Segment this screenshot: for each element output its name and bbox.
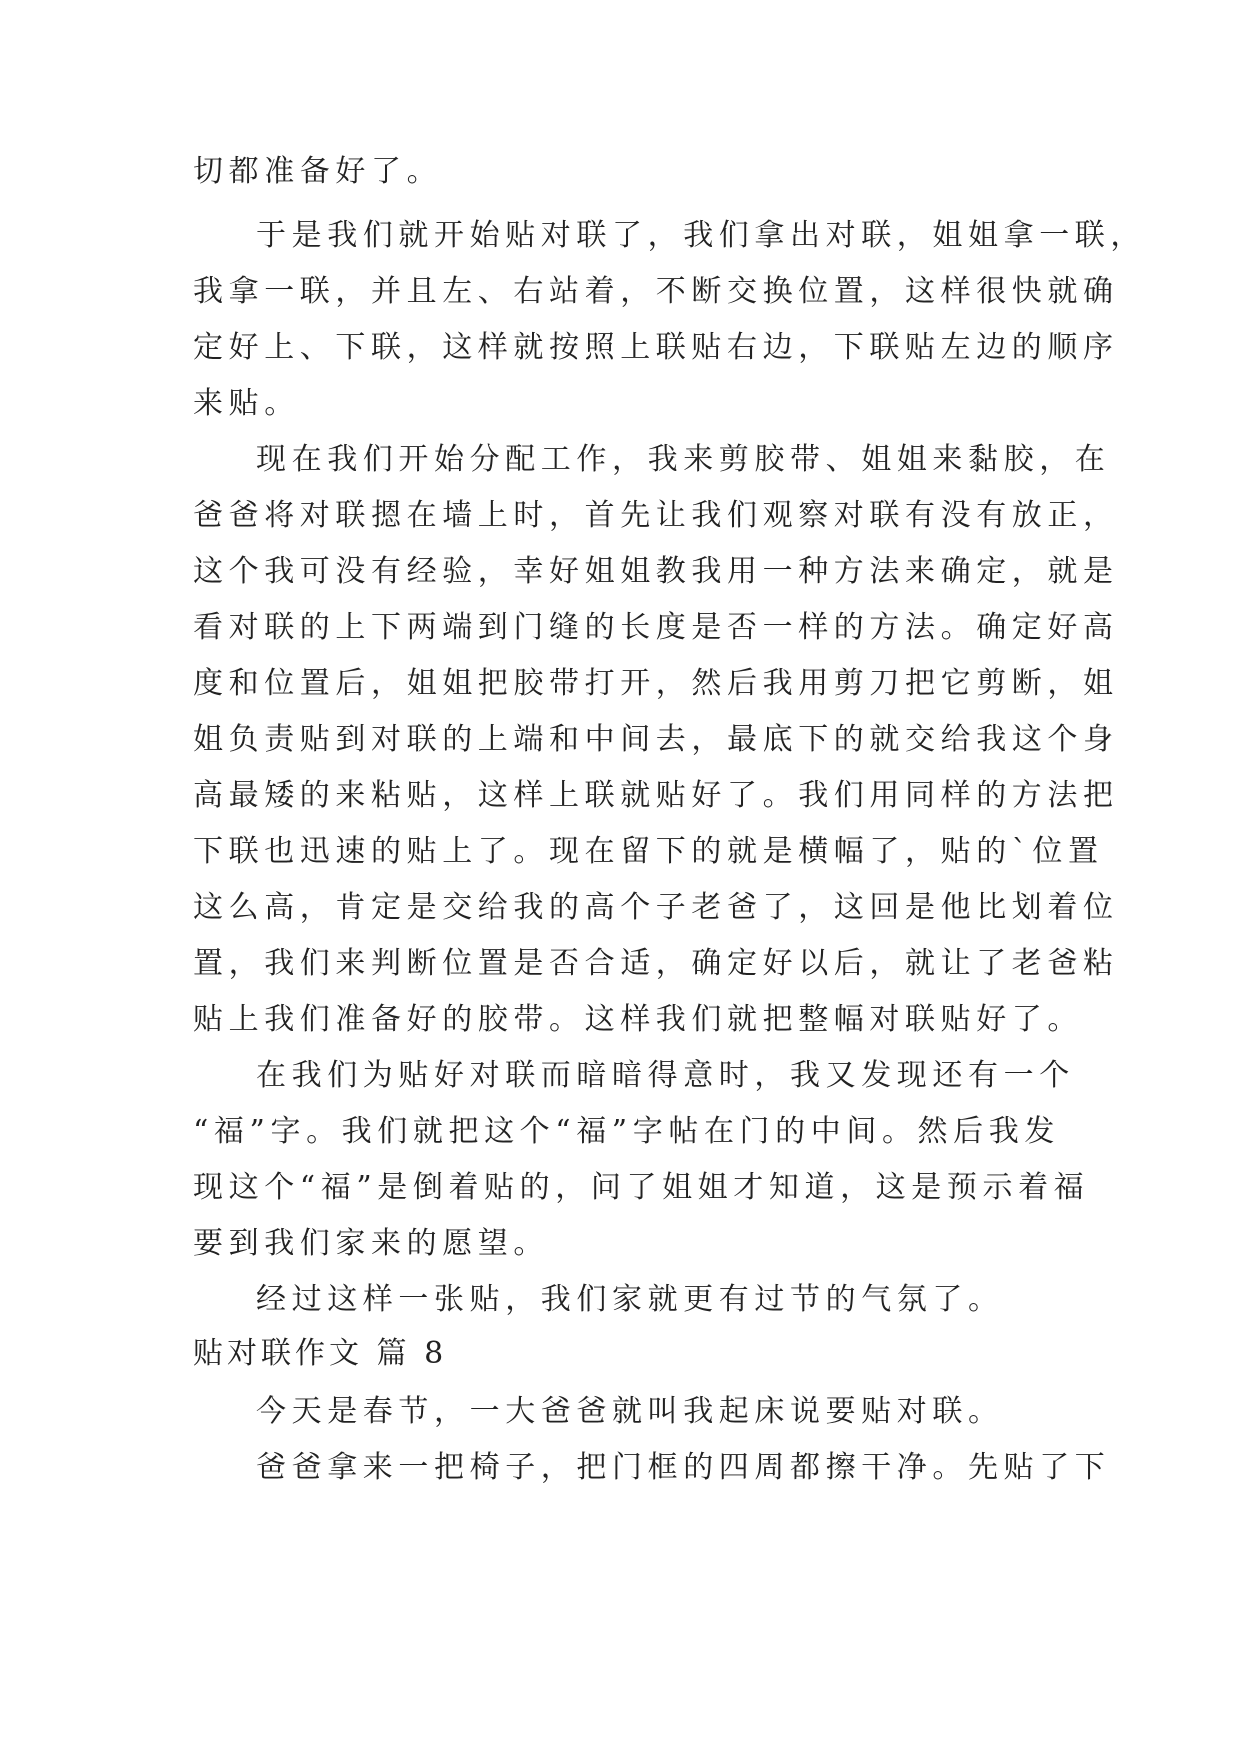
text-line: 切都准备好了。 (193, 154, 443, 189)
text-line: 爸爸将对联摁在墙上时，首先让我们观察对联有没有放正， (193, 498, 1119, 533)
text-line: 高最矮的来粘贴，这样上联就贴好了。我们用同样的方法把 (193, 778, 1119, 813)
text-line: “福”字。我们就把这个“福”字帖在门的中间。然后我发 (193, 1114, 1060, 1149)
paragraph-first-line: 在我们为贴好对联而暗暗得意时，我又发现还有一个 (256, 1058, 1075, 1093)
text-line: 我拿一联，并且左、右站着，不断交换位置，这样很快就确 (193, 274, 1119, 309)
text-line: 要到我们家来的愿望。 (193, 1226, 549, 1261)
paragraph-first-line: 于是我们就开始贴对联了，我们拿出对联，姐姐拿一联， (256, 218, 1146, 253)
paragraph-first-line: 爸爸拿来一把椅子，把门框的四周都擦干净。先贴了下 (256, 1450, 1111, 1485)
paragraph-first-line: 现在我们开始分配工作，我来剪胶带、姐姐来黏胶，在 (256, 442, 1111, 477)
text-line: 这个我可没有经验，幸好姐姐教我用一种方法来确定，就是 (193, 554, 1119, 589)
text-line: 定好上、下联，这样就按照上联贴右边，下联贴左边的顺序 (193, 330, 1119, 365)
text-line: 看对联的上下两端到门缝的长度是否一样的方法。确定好高 (193, 610, 1119, 645)
text-line: 置，我们来判断位置是否合适，确定好以后，就让了老爸粘 (193, 946, 1119, 981)
text-line: 贴上我们准备好的胶带。这样我们就把整幅对联贴好了。 (193, 1002, 1083, 1037)
section-heading: 贴对联作文 篇 8 (193, 1336, 448, 1371)
text-line: 度和位置后，姐姐把胶带打开，然后我用剪刀把它剪断，姐 (193, 666, 1119, 701)
text-line: 这么高，肯定是交给我的高个子老爸了，这回是他比划着位 (193, 890, 1119, 925)
text-line: 来贴。 (193, 386, 300, 421)
text-line: 现这个“福”是倒着贴的，问了姐姐才知道，这是预示着福 (193, 1170, 1090, 1205)
text-line: 下联也迅速的贴上了。现在留下的就是横幅了，贴的`位置 (193, 834, 1104, 869)
paragraph-first-line: 经过这样一张贴，我们家就更有过节的气氛了。 (256, 1282, 1004, 1317)
text-line: 姐负责贴到对联的上端和中间去，最底下的就交给我这个身 (193, 722, 1119, 757)
paragraph-first-line: 今天是春节，一大爸爸就叫我起床说要贴对联。 (256, 1394, 1004, 1429)
